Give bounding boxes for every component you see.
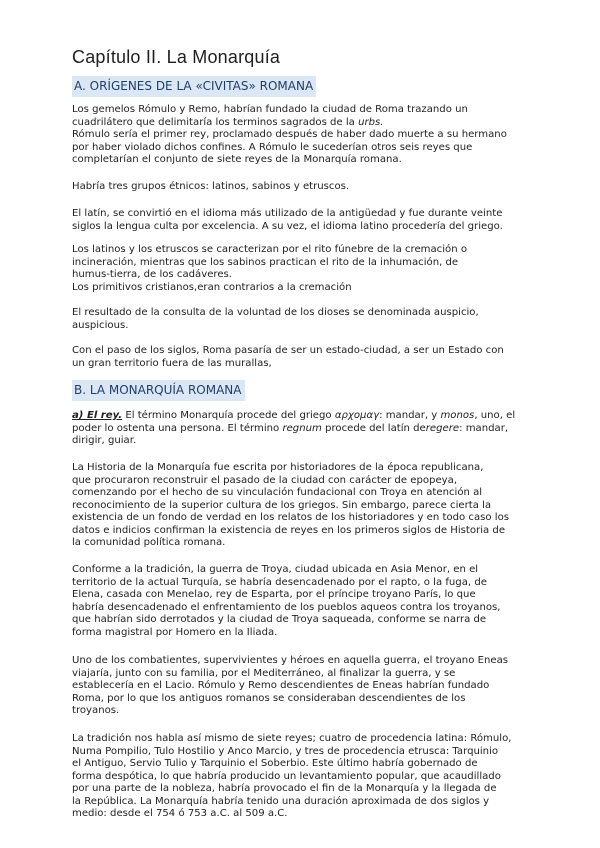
- text-line: que habrían sido derrotados y la ciudad de Troya saqueada, conforme se narra de: [72, 614, 487, 625]
- text-fragment-italic: urbs.: [358, 116, 384, 128]
- text-fragment-italic: regere: [425, 422, 460, 434]
- text-line: Rómulo sería el primer rey, proclamado después de haber dado muerte a su hermano: [72, 129, 507, 140]
- text-line: El resultado de la consulta de la voluntad de los dioses se denominada auspicio,: [72, 307, 479, 318]
- text-line: Habría tres grupos étnicos: latinos, sabinos y etruscos.: [72, 181, 350, 192]
- text-line: existencia de un fondo de verdad en los relatos de los historiadores y en todo caso los: [72, 512, 510, 523]
- text-line: Conforme a la tradición, la guerra de Troya, ciudad ubicada en Asia Menor, en el: [72, 564, 479, 575]
- section-b-paragraph-5: [72, 733, 532, 821]
- text-line: territorio de la actual Turquía, se habría desencadenado por el rapto, o la fuga, de: [72, 576, 487, 588]
- text-fragment-italic: regnum: [282, 422, 322, 434]
- text-line: habría desencadenado el enfrentamiento de los pueblos aqueos contra los troyanos,: [72, 601, 501, 613]
- text-line: un gran territorio fuera de las murallas,: [72, 357, 272, 369]
- text-line: comenzando por el hecho de su vinculación fundacional con Troya en atención al: [72, 487, 483, 498]
- text-fragment: poder lo ostenta una persona. El término: [72, 422, 283, 434]
- text-line: reconocimiento de la superior cultura de los griegos. Sin embargo, parece cierta la: [72, 499, 492, 511]
- text-line: Roma, por lo que los antiguos romanos se consideraban descendientes de los: [72, 692, 466, 704]
- section-a-paragraph-1: [72, 104, 532, 167]
- text-line: [72, 410, 532, 423]
- section-b-paragraph-4: [72, 655, 532, 718]
- text-fragment-italic: αρχομαγ: [334, 410, 380, 421]
- text-line: troyanos.: [72, 705, 120, 716]
- text-line: El latín, se convirtió en el idioma más utilizado de la antigüedad y fue durante veinte: [72, 208, 503, 219]
- section-a-paragraph-2: [72, 181, 532, 194]
- text-line: la República. La Monarquía habría tenido una duración aproximada de dos siglos y: [72, 795, 490, 807]
- text-line: Con el paso de los siglos, Roma pasaría de ser un estado-ciudad, a ser un Estado con: [72, 345, 504, 356]
- text-line: por una parte de la nobleza, habría provocado el fin de la Monarquía y la llegada de: [72, 783, 497, 794]
- section-b-paragraph-2: [72, 462, 532, 550]
- text-line: humus-tierra, de los cadáveres.: [72, 269, 233, 280]
- text-line: Los primitivos cristianos,eran contrarios a la cremación: [72, 281, 352, 293]
- text-line: medio: desde el 754 ó 753 a.C. al 509 a.C.: [72, 808, 288, 819]
- text-line: La Historia de la Monarquía fue escrita por historiadores de la época republicana,: [72, 462, 484, 473]
- section-b-paragraph-1: [72, 410, 532, 448]
- text-line: datos e indicios confirman la existencia de reyes en los primeros siglos de Historia de: [72, 524, 506, 536]
- text-line: viajaría, junto con su familia, por el Mediterráneo, al finalizar la guerra, y se: [72, 667, 456, 679]
- text-line: dirigir, guiar.: [72, 435, 137, 446]
- text-line: completarían el conjunto de siete reyes de la Monarquía romana.: [72, 154, 402, 165]
- text-fragment: : mandar,: [459, 422, 509, 434]
- section-b-paragraph-3: [72, 564, 532, 639]
- section-b-heading: B. LA MONARQUÍA ROMANA: [72, 380, 245, 401]
- text-line: incineración, mientras que los sabinos practican el rito de la inhumación, de: [72, 256, 459, 268]
- text-line: el Antiguo, Servio Tulio y Tarquinio el Soberbio. Este último habría gobernado de: [72, 758, 478, 769]
- text-line: Uno de los combatientes, supervivientes y héroes en aquella guerra, el troyano Eneas: [72, 655, 509, 666]
- text-line: [72, 423, 532, 436]
- text-line: Los latinos y los etruscos se caracterizan por el rito fúnebre de la cremación o: [72, 244, 467, 255]
- text-line: establecería en el Lacio. Rómulo y Remo descendientes de Eneas habrían fundado: [72, 680, 490, 691]
- text-fragment: procede del latín de: [321, 422, 426, 434]
- section-a-paragraph-6: [72, 345, 532, 370]
- text-fragment: : mandar, y: [379, 410, 441, 421]
- section-a-heading: A. ORÍGENES DE LA «CIVITAS» ROMANA: [72, 76, 316, 97]
- text-line: forma despótica, lo que habría producido un levantamiento popular, que acaudillado: [72, 770, 501, 782]
- text-line: Elena, casada con Menelao, rey de Esparta, por el príncipe troyano París, lo que: [72, 589, 476, 600]
- text-fragment: El término Monarquía procede del griego: [122, 410, 335, 421]
- text-line: la comunidad política romana.: [72, 537, 226, 548]
- text-line: La tradición nos habla así mismo de siete reyes; cuatro de procedencia latina: Rómulo,: [72, 733, 512, 744]
- subsection-label: a) El rey.: [72, 410, 123, 421]
- text-line: Los gemelos Rómulo y Remo, habrían fundado la ciudad de Roma trazando un: [72, 104, 468, 115]
- section-a-paragraph-4: [72, 244, 532, 294]
- text-line: por haber violado dichos confines. A Rómulo le sucederían otros seis reyes que: [72, 141, 473, 153]
- text-line: siglos la lengua culta por excelencia. A su vez, el idioma latino procedería del griego.: [72, 220, 503, 232]
- text-fragment-italic: monos: [440, 410, 475, 421]
- text-line: que procuraron reconstruir el pasado de la ciudad con carácter de epopeya,: [72, 474, 458, 486]
- section-a-paragraph-3: [72, 208, 532, 233]
- text-fragment: , uno, el: [474, 410, 516, 421]
- text-fragment: cuadrilátero que delimitaría los terminos sagrados de la: [72, 116, 355, 128]
- text-line: forma magistral por Homero en la Iliada.: [72, 626, 278, 638]
- text-line: [72, 117, 532, 130]
- section-a-paragraph-5: [72, 307, 532, 332]
- chapter-title: Capítulo II. La Monarquía: [72, 47, 281, 67]
- text-line: Numa Pompilio, Tulo Hostilio y Anco Marcio, y tres de procedencia etrusca: Tarquinio: [72, 745, 499, 757]
- text-line: auspicious.: [72, 319, 129, 331]
